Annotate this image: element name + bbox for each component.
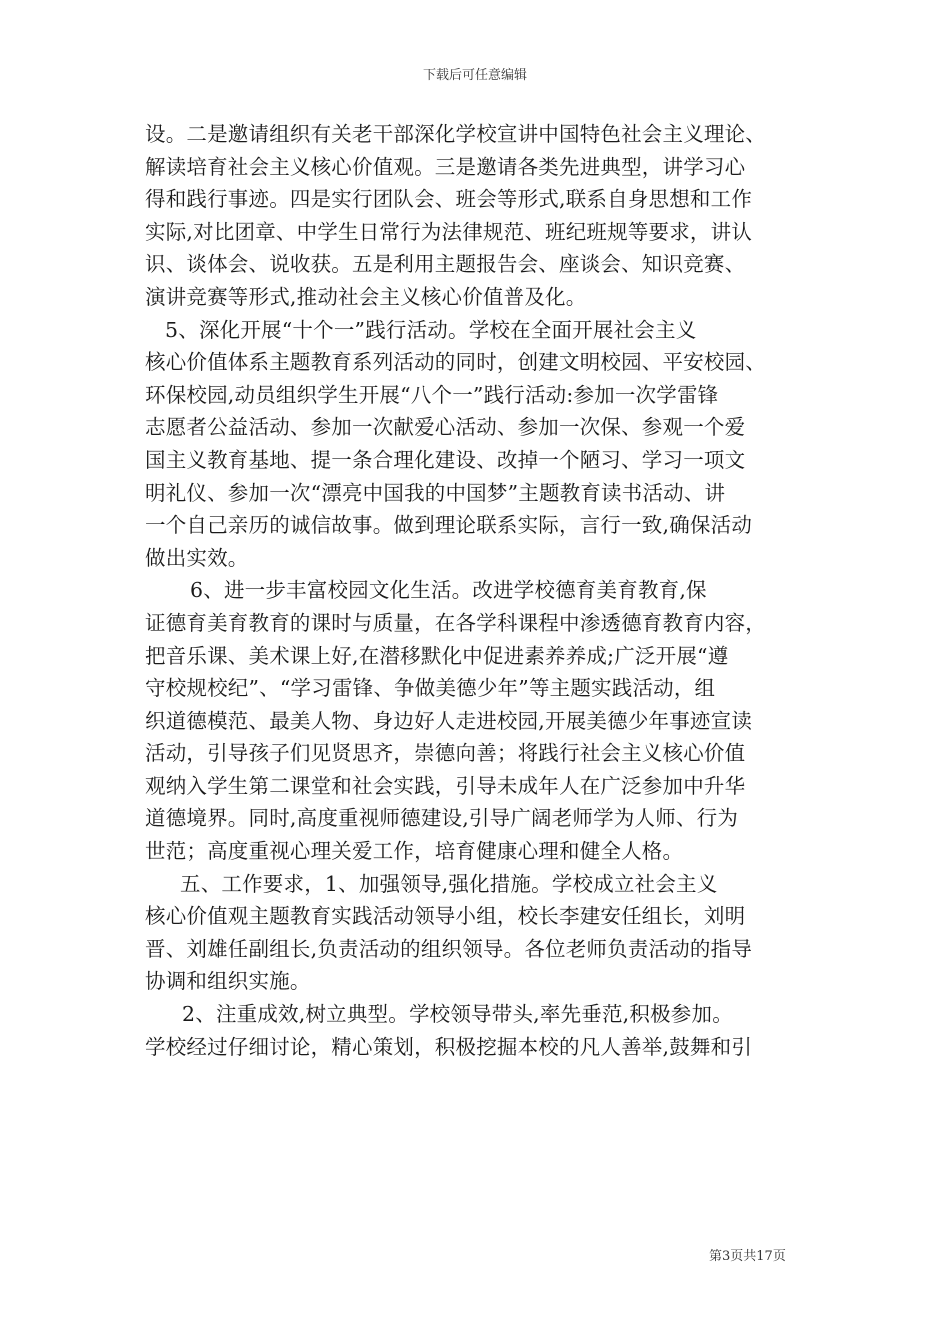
text-line: 守校规校纪”、“学习雷锋、争做美德少年”等主题实践活动，组 xyxy=(145,676,716,701)
text-line: 五、工作要求，1、加强领导,强化措施。学校成立社会主义 xyxy=(180,871,718,896)
document-body xyxy=(145,118,813,1063)
text-line: 做出实效。 xyxy=(145,545,249,570)
page-number: 第3页共17页 xyxy=(709,1249,786,1264)
text-line: 把音乐课、美术课上好,在潜移默化中促进素养养成;广泛开展“遵 xyxy=(145,643,729,668)
text-line: 2、注重成效,树立典型。学校领导带头,率先垂范,积极参加。 xyxy=(182,1002,733,1027)
text-line: 活动，引导孩子们见贤思齐，崇德向善；将践行社会主义核心价值 xyxy=(145,741,746,766)
text-line: 织道德模范、最美人物、身边好人走进校园,开展美德少年事迹宣读 xyxy=(145,708,753,733)
text-line: 晋、刘雄任副组长,负责活动的组织领导。各位老师负责活动的指导 xyxy=(145,936,753,961)
text-line: 证德育美育教育的课时与质量，在各学科课程中渗透德育教育内容， xyxy=(145,610,766,635)
text-line: 环保校园,动员组织学生开展“八个一”践行活动:参加一次学雷锋 xyxy=(145,382,719,407)
text-line: 学校经过仔细讨论，精心策划，积极挖掘本校的凡人善举,鼓舞和引 xyxy=(145,1034,753,1059)
text-line: 观纳入学生第二课堂和社会实践，引导未成年人在广泛参加中升华 xyxy=(145,773,746,798)
text-line: 核心价值观主题教育实践活动领导小组，校长李建安任组长，刘明 xyxy=(145,904,746,929)
text-line: 设。二是邀请组织有关老干部深化学校宣讲中国特色社会主义理论、 xyxy=(145,122,766,146)
text-line: 道德境界。同时,高度重视师德建设,引导广阔老师学为人师、行为 xyxy=(145,806,739,831)
text-line: 识、谈体会、说收获。五是利用主题报告会、座谈会、知识竞赛、 xyxy=(145,252,746,277)
text-line: 核心价值体系主题教育系列活动的同时，创建文明校园、平安校园、 xyxy=(145,350,766,375)
text-line: 志愿者公益活动、参加一次献爱心活动、参加一次保、参观一个爱 xyxy=(145,415,746,440)
text-line: 国主义教育基地、提一条合理化建设、改掉一个陋习、学习一项文 xyxy=(145,447,746,472)
text-line: 5、深化开展“十个一”践行活动。学校在全面开展社会主义 xyxy=(165,317,697,342)
text-line: 实际,对比团章、中学生日常行为法律规范、班纪班规等要求，讲认 xyxy=(145,219,753,244)
text-line: 6、进一步丰富校园文化生活。改进学校德育美育教育,保 xyxy=(190,578,707,603)
text-line: 解读培育社会主义核心价值观。三是邀请各类先进典型，讲学习心 xyxy=(145,154,746,179)
text-line: 一个自己亲历的诚信故事。做到理论联系实际，言行一致,确保活动 xyxy=(145,513,753,538)
text-line: 演讲竞赛等形式,推动社会主义核心价值普及化。 xyxy=(145,284,587,309)
page-header: 下载后可任意编辑 xyxy=(422,68,527,83)
text-line: 明礼仪、参加一次“漂亮中国我的中国梦”主题教育读书活动、讲 xyxy=(145,480,726,505)
text-line: 世范；高度重视心理关爱工作，培育健康心理和健全人格。 xyxy=(145,839,684,864)
text-line: 协调和组织实施。 xyxy=(145,969,311,994)
text-line: 得和践行事迹。四是实行团队会、班会等形式,联系自身思想和工作 xyxy=(145,187,753,212)
